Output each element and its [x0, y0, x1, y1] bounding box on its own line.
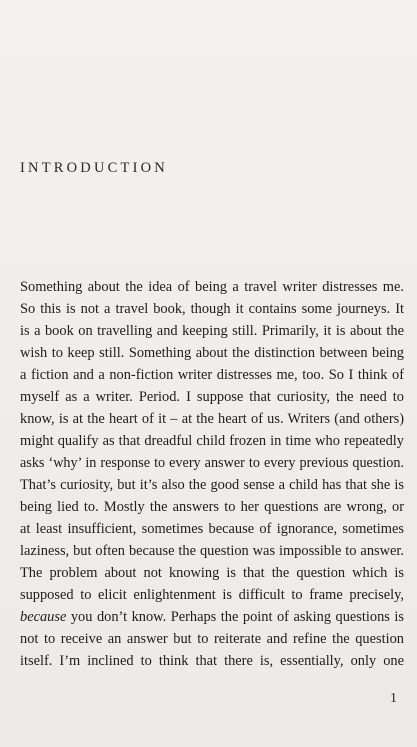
- text-line-16: because you don’t know. Perhaps the point of asking questions is: [20, 609, 404, 625]
- text-line-14: The problem about not knowing is that the question which is: [20, 565, 404, 581]
- text-line-4: wish to keep still. Something about the distinction between being: [20, 345, 404, 361]
- text-line-17: not to receive an answer but to reiterate and refine the question: [20, 631, 404, 647]
- text-line-1: Something about the idea of being a travel writer distresses me.: [20, 279, 404, 295]
- text-line-6: myself as a writer. Period. I suppose that curiosity, the need to: [20, 389, 404, 405]
- text-line-11: being lied to. Mostly the answers to her questions are wrong, or: [20, 499, 404, 515]
- chapter-title: INTRODUCTION: [20, 160, 168, 176]
- text-line-5: a fiction and a non-fiction writer distresses me, too. So I think of: [20, 367, 404, 383]
- body-paragraph: [20, 276, 404, 672]
- page-number: 1: [390, 691, 397, 706]
- text-line-3: is a book on travelling and keeping still. Primarily, it is about the: [20, 323, 404, 339]
- text-line-18: itself. I’m inclined to think that there is, essentially, only one: [20, 653, 404, 669]
- text-line-8: might qualify as that dreadful child frozen in time who repeatedly: [20, 433, 404, 449]
- text-line-9: asks ‘why’ in response to every answer to every previous question.: [20, 455, 404, 471]
- text-line-13: laziness, but often because the question was impossible to answer.: [20, 543, 404, 559]
- text-line-2: So this is not a travel book, though it contains some journeys. It: [20, 301, 404, 317]
- text-line-7: know, is at the heart of it – at the heart of us. Writers (and others): [20, 411, 404, 427]
- text-line-15: supposed to elicit enlightenment is difficult to frame precisely,: [20, 587, 404, 603]
- italic-word: because: [20, 609, 67, 625]
- text-line-12: at least insufficient, sometimes because of ignorance, sometimes: [20, 521, 404, 537]
- text-line-10: That’s curiosity, but it’s also the good sense a child has that she is: [20, 477, 404, 493]
